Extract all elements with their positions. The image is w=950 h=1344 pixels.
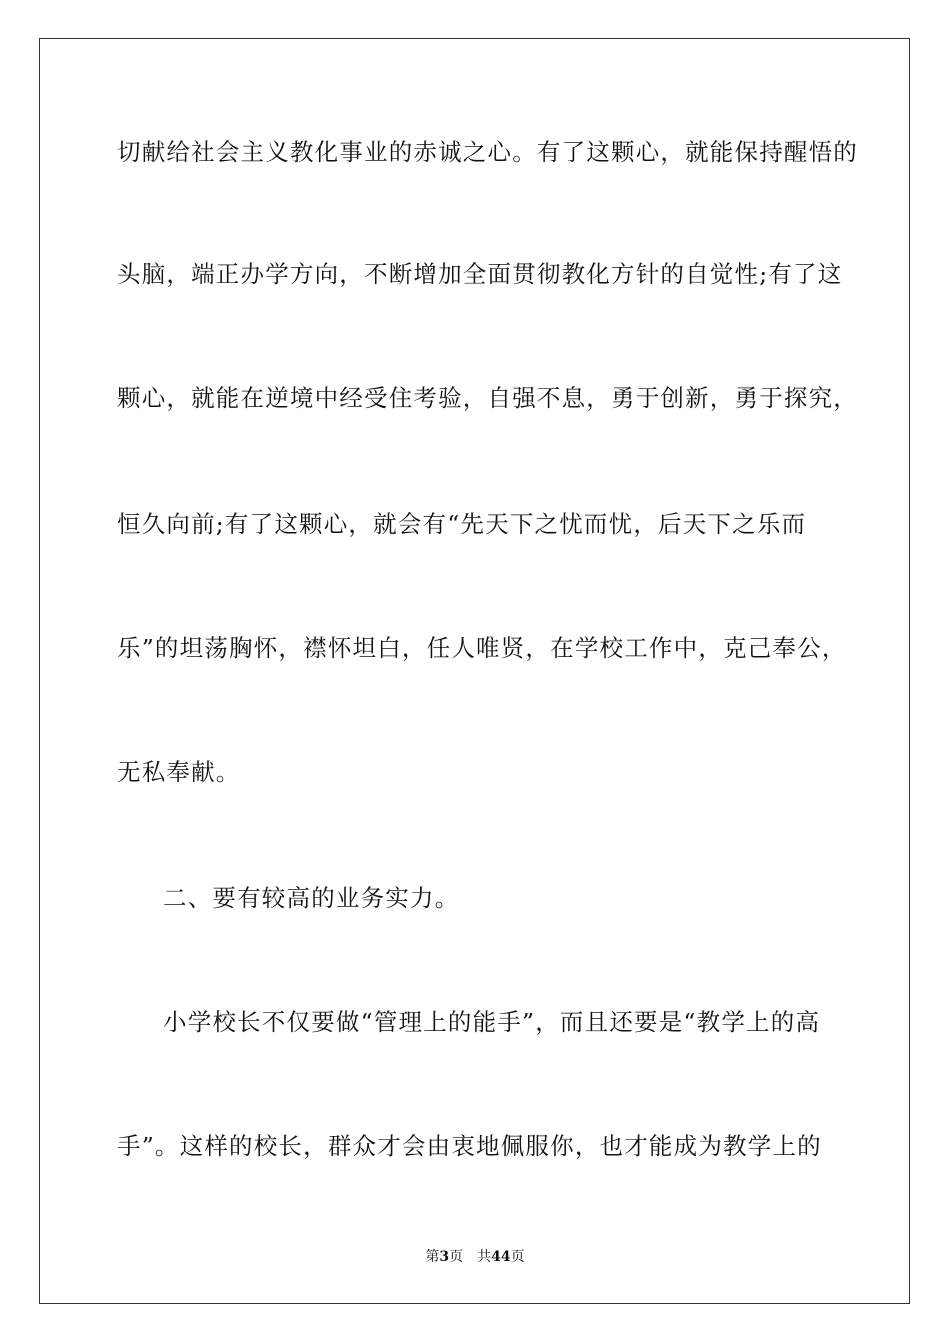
page-footer [0, 1248, 950, 1266]
paragraph-line-8: 小学校长不仅要做“管理上的能手”，而且还要是“教学上的高 [163, 1008, 821, 1036]
paragraph-line-6: 无私奉献。 [117, 758, 241, 786]
total-prefix: 共 [477, 1249, 492, 1265]
paragraph-line-3: 颗心，就能在逆境中经受住考验，自强不息，勇于创新，勇于探究， [117, 384, 858, 412]
page-number: 3 [439, 1249, 450, 1265]
page-border [39, 38, 910, 1304]
total-suffix: 页 [510, 1249, 525, 1265]
paragraph-line-4: 恒久向前;有了这颗心，就会有“先天下之忧而忧，后天下之乐而 [117, 510, 807, 538]
section-heading: 二、要有较高的业务实力。 [163, 884, 460, 912]
total-pages: 44 [491, 1249, 511, 1265]
paragraph-line-9: 手”。这样的校长，群众才会由衷地佩服你，也才能成为教学上的 [117, 1132, 822, 1160]
paragraph-line-5: 乐”的坦荡胸怀，襟怀坦白，任人唯贤，在学校工作中，克己奉公， [117, 634, 847, 662]
page-suffix: 页 [449, 1249, 464, 1265]
page-prefix: 第 [425, 1249, 440, 1265]
paragraph-line-1: 切献给社会主义教化事业的赤诚之心。有了这颗心，就能保持醒悟的 [117, 138, 858, 166]
paragraph-line-2: 头脑，端正办学方向，不断增加全面贯彻教化方针的自觉性;有了这 [117, 260, 843, 288]
